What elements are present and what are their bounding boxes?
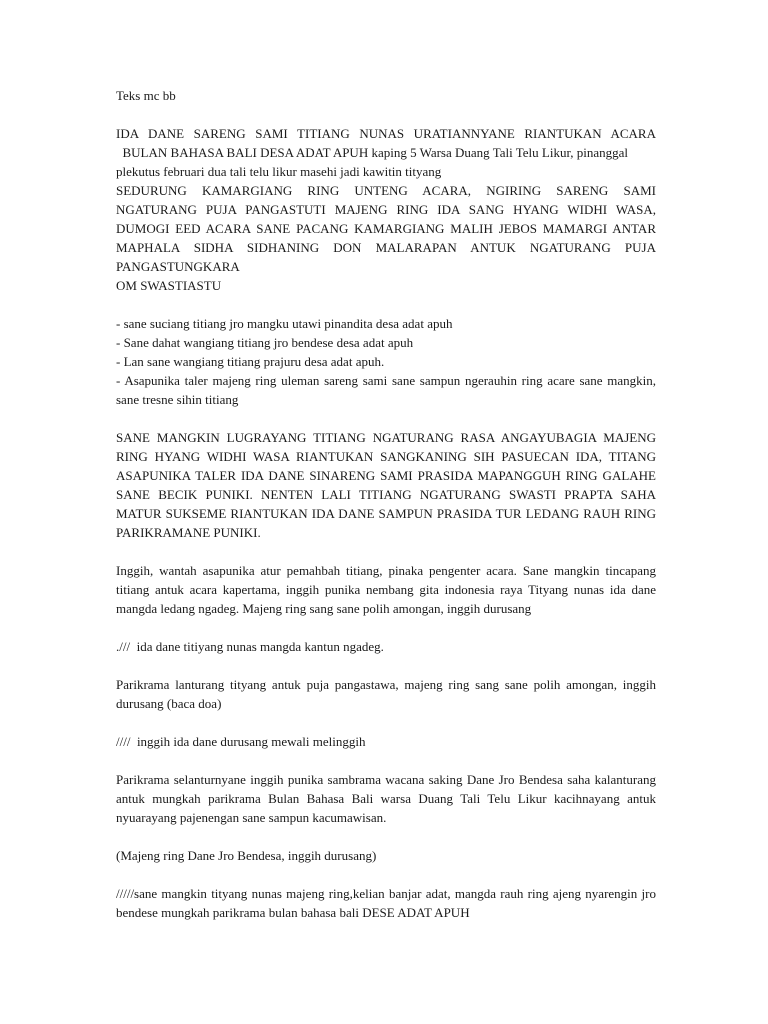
list-item: - sane suciang titiang jro mangku utawi pinandita desa adat apuh [116, 316, 453, 331]
document-page [116, 86, 656, 922]
spacer [116, 105, 656, 124]
list-item: - Asapunika taler majeng ring uleman sareng sami sane sampun ngerauhin ring acare sane mangkin, sane tresne sihin titiang [116, 373, 656, 407]
closing-paragraph: /////sane mangkin tityang nunas majeng ring,kelian banjar adat, mangda rauh ring ajeng nyarengin jro bendese mungkah parikrama bulan bahasa bali DESE ADAT APUH [116, 886, 656, 920]
spacer [116, 865, 656, 884]
speech-paragraph: Parikrama selanturnyane inggih punika sambrama wacana saking Dane Jro Bendesa saha kalanturang antuk mungkah parikrama Bulan Bahasa Bali warsa Duang Tali Telu Likur kacihnayang antuk nyuarayang pajenengan sane sampun kacumawisan. [116, 772, 656, 825]
prayer-paragraph: Parikrama lanturang tityang antuk puja pangastawa, majeng ring sang sane polih amongan, inggih durusang (baca doa) [116, 677, 656, 711]
intro-line-3: plekutus februari dua tali telu likur masehi jadi kawitin tityang [116, 164, 442, 179]
document-heading: Teks mc bb [116, 88, 176, 103]
stage-note-seated: //// inggih ida dane durusang mewali melinggih [116, 734, 366, 749]
greeting: OM SWASTIASTU [116, 278, 222, 293]
list-item: - Sane dahat wangiang titiang jro bendese desa adat apuh [116, 335, 414, 350]
stage-note-bendesa: (Majeng ring Dane Jro Bendesa, inggih durusang) [116, 848, 377, 863]
intro-line-2: BULAN BAHASA BALI DESA ADAT APUH kaping 5 Warsa Duang Tali Telu Likur, pinanggal [116, 145, 629, 160]
welcome-paragraph: SANE MANGKIN LUGRAYANG TITIANG NGATURANG RASA ANGAYUBAGIA MAJENG RING HYANG WIDHI WASA RIANTUKAN SANGKANING SIH PASUECAN IDA, TITANG ASAPUNIKA TALER IDA DANE SINARENG SAMI PRASIDA MAPANGGUH RING GALAHE SANE BECIK PUNIKI. NENTEN LALI TITIANG NGATURANG SWASTI PRAPTA SAHA MATUR SUKSEME RIANTUKAN IDA DANE SAMPUN PRASIDA TUR LEDANG RAUH RING PARIKRAMANE PUNIKI. [116, 430, 656, 540]
spacer [116, 656, 656, 675]
spacer [116, 618, 656, 637]
spacer [116, 713, 656, 732]
intro-line-1: IDA DANE SARENG SAMI TITIANG NUNAS URATIANNYANE RIANTUKAN ACARA [116, 126, 656, 141]
stage-note-standing: ./// ida dane titiyang nunas mangda kantun ngadeg. [116, 639, 384, 654]
spacer [116, 295, 656, 314]
spacer [116, 409, 656, 428]
spacer [116, 751, 656, 770]
list-item: - Lan sane wangiang titiang prajuru desa adat apuh. [116, 354, 385, 369]
mc-paragraph: Inggih, wantah asapunika atur pemahbah titiang, pinaka pengenter acara. Sane mangkin tincapang titiang antuk acara kapertama, inggih punika nembang gita indonesia raya Tityang nunas ida dane mangda ledang ngadeg. Majeng ring sang sane polih amongan, inggih durusang [116, 563, 656, 616]
spacer [116, 542, 656, 561]
intro-paragraph: SEDURUNG KAMARGIANG RING UNTENG ACARA, NGIRING SARENG SAMI NGATURANG PUJA PANGASTUTI MAJENG RING IDA SANG HYANG WIDHI WASA, DUMOGI EED ACARA SANE PACANG KAMARGIANG MALIH JEBOS MAMARGI ANTAR MAPHALA SIDHA SIDHANING DON MALARAPAN ANTUK NGATURANG PUJA PANGASTUNGKARA [116, 183, 656, 274]
spacer [116, 827, 656, 846]
